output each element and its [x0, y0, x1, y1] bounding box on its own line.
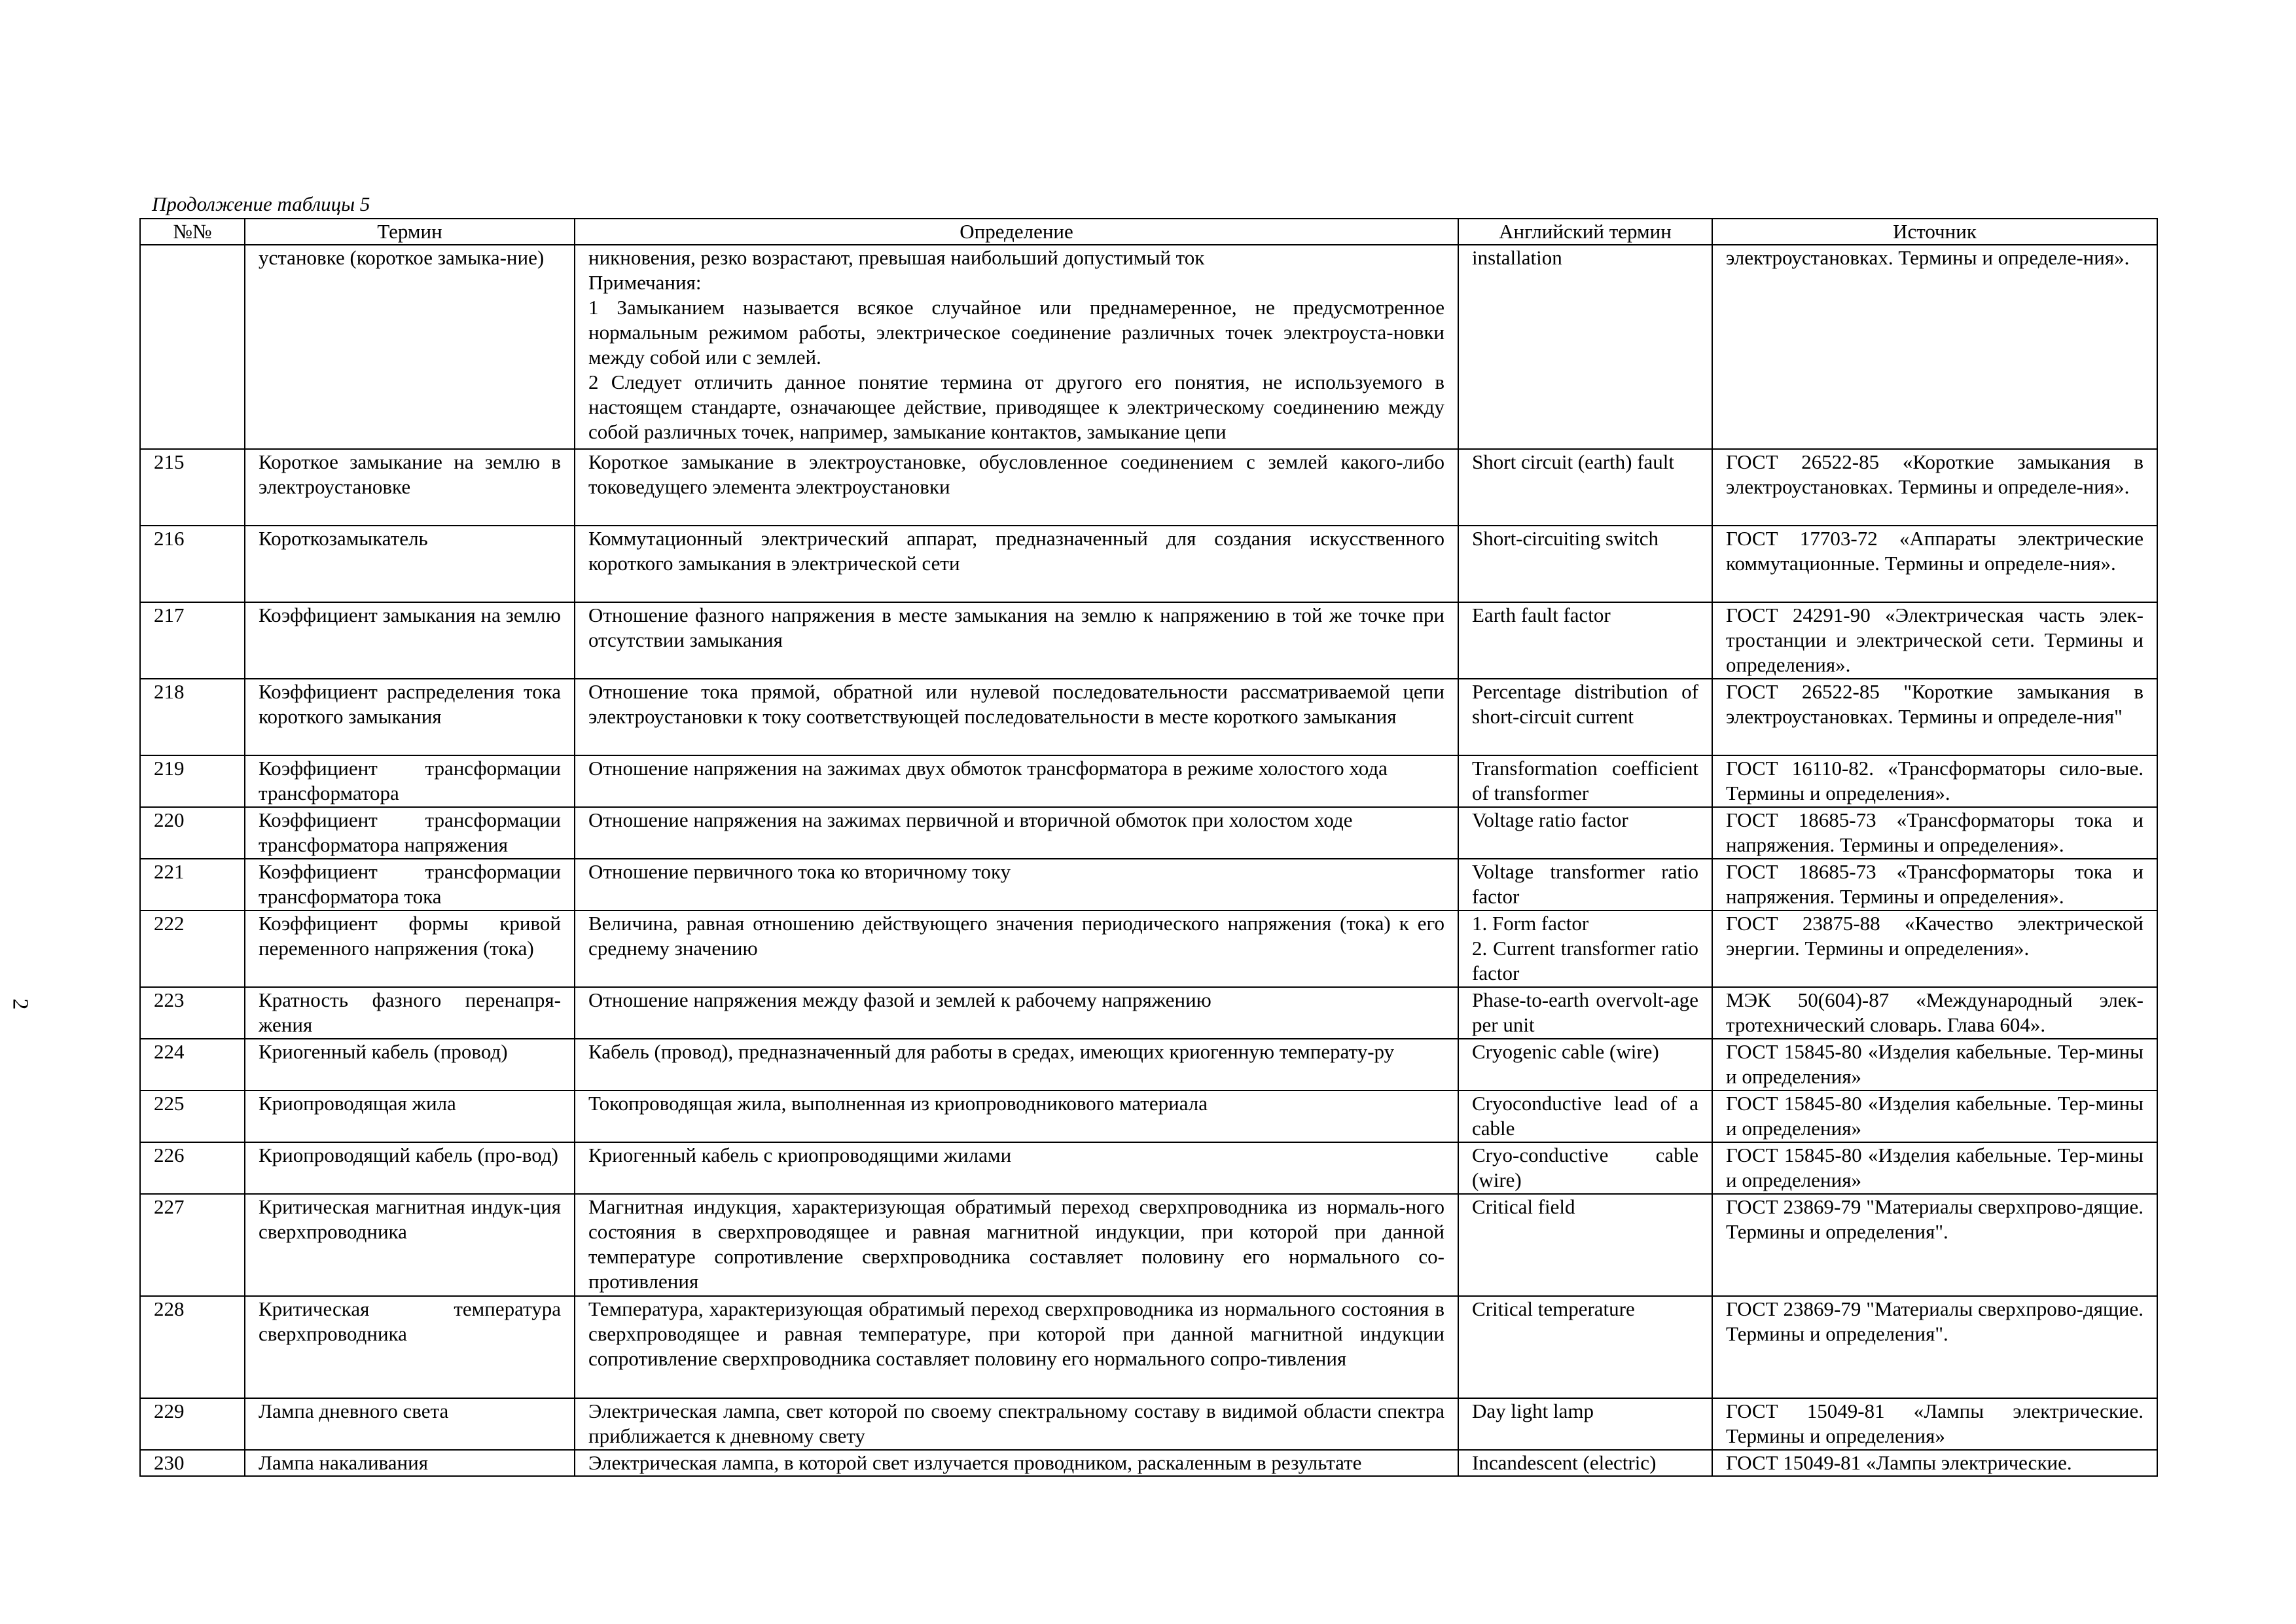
row-number: 223 [140, 987, 245, 1039]
table-row [140, 245, 2157, 449]
table-row [140, 1450, 2157, 1476]
row-term: Криопроводящий кабель (про-вод) [245, 1142, 575, 1194]
row-english-term: Short-circuiting switch [1458, 526, 1712, 602]
definition-line: Магнитная индукция, характеризующая обратимый переход сверхпроводника из нормаль-ного состояния в сверхпроводящее и равная магнитной индукции, при которой при данной температуре сопротивление сверхпроводника составляет половину его нормального со-противления [588, 1195, 1444, 1293]
header-source: Источник [1712, 219, 2157, 245]
row-english-term: Cryoconductive lead of a cable [1458, 1091, 1712, 1142]
row-number: 225 [140, 1091, 245, 1142]
table-row [140, 807, 2157, 859]
row-english-term: Phase-to-earth overvolt-age per unit [1458, 987, 1712, 1039]
row-source: МЭК 50(604)-87 «Международный элек-тротехнический словарь. Глава 604». [1712, 987, 2157, 1039]
row-number: 218 [140, 679, 245, 755]
row-source: ГОСТ 23875-88 «Качество электрической энергии. Термины и определения». [1712, 911, 2157, 987]
row-definition [575, 1194, 1458, 1296]
table-row [140, 679, 2157, 755]
row-number: 219 [140, 755, 245, 807]
row-english-term: Short circuit (earth) fault [1458, 449, 1712, 526]
row-definition [575, 526, 1458, 602]
table-row [140, 526, 2157, 602]
row-definition [575, 602, 1458, 679]
row-term: Критическая температура сверхпроводника [245, 1296, 575, 1398]
row-term: установке (короткое замыка-ние) [245, 245, 575, 449]
row-definition [575, 1296, 1458, 1398]
row-english-term: Earth fault factor [1458, 602, 1712, 679]
definition-line: 2 Следует отличить данное понятие термина от другого его понятия, не используемого в настоящем стандарте, означающее действие, приводящее к электрическому соединению между собой различных точек, например, замыкание контактов, замыкание цепи [588, 370, 1444, 443]
table-row [140, 859, 2157, 911]
definition-line: Отношение первичного тока ко вторичному току [588, 860, 1011, 883]
row-source: ГОСТ 18685-73 «Трансформаторы тока и напряжения. Термины и определения». [1712, 807, 2157, 859]
table-row [140, 1296, 2157, 1398]
row-english-term: Voltage ratio factor [1458, 807, 1712, 859]
row-english-term: Critical field [1458, 1194, 1712, 1296]
definition-line: никновения, резко возрастают, превышая наибольший допустимый ток [588, 246, 1205, 269]
definition-line: Кабель (провод), предназначенный для работы в средах, имеющих криогенную температу-ру [588, 1040, 1395, 1063]
row-term: Криопроводящая жила [245, 1091, 575, 1142]
page-number: 2 [8, 998, 33, 1010]
row-definition [575, 859, 1458, 911]
row-source: ГОСТ 15049-81 «Лампы электрические. [1712, 1450, 2157, 1476]
definition-line: Короткое замыкание в электроустановке, обусловленное соединением с землей какого-либо токоведущего элемента электроустановки [588, 450, 1444, 498]
table-row [140, 755, 2157, 807]
row-number: 226 [140, 1142, 245, 1194]
table-row [140, 1398, 2157, 1450]
row-source: ГОСТ 18685-73 «Трансформаторы тока и напряжения. Термины и определения». [1712, 859, 2157, 911]
row-term: Короткозамыкатель [245, 526, 575, 602]
definition-line: Электрическая лампа, свет которой по своему спектральному составу в видимой области спектра приближается к дневному свету [588, 1399, 1444, 1447]
definition-line: Примечания: [588, 271, 702, 294]
row-english-term: Transformation coefficient of transformer [1458, 755, 1712, 807]
row-definition [575, 1142, 1458, 1194]
definition-line: Отношение напряжения на зажимах первичной и вторичной обмоток при холостом ходе [588, 808, 1353, 831]
definition-line: Отношение напряжения между фазой и землей к рабочему напряжению [588, 988, 1211, 1011]
definition-line: Отношение фазного напряжения в месте замыкания на землю к напряжению в той же точке при отсутствии замыкания [588, 604, 1444, 651]
row-definition [575, 1039, 1458, 1091]
definition-line: Отношение тока прямой, обратной или нулевой последовательности рассматриваемой цепи электроустановки к току соответствующей последовательности в месте короткого замыкания [588, 680, 1444, 728]
row-source: ГОСТ 26522-85 «Короткие замыкания в электроустановках. Термины и определе-ния». [1712, 449, 2157, 526]
row-number: 222 [140, 911, 245, 987]
definition-line: Отношение напряжения на зажимах двух обмоток трансформатора в режиме холостого хода [588, 757, 1388, 780]
definition-line: Коммутационный электрический аппарат, предназначенный для создания искусственного короткого замыкания в электрической сети [588, 527, 1444, 575]
table-row [140, 449, 2157, 526]
table-row [140, 1142, 2157, 1194]
row-term: Коэффициент трансформации трансформатора [245, 755, 575, 807]
row-english-term: Incandescent (electric) [1458, 1450, 1712, 1476]
row-definition [575, 449, 1458, 526]
row-definition [575, 245, 1458, 449]
row-number: 224 [140, 1039, 245, 1091]
row-term: Криогенный кабель (провод) [245, 1039, 575, 1091]
definition-line: Величина, равная отношению действующего значения периодического напряжения (тока) к его среднему значению [588, 912, 1444, 960]
row-term: Короткое замыкание на землю в электроустановке [245, 449, 575, 526]
table-header-row [140, 219, 2157, 245]
row-term: Коэффициент распределения тока короткого замыкания [245, 679, 575, 755]
definition-line: Криогенный кабель с криопроводящими жилами [588, 1144, 1012, 1166]
table-row [140, 1039, 2157, 1091]
row-number: 227 [140, 1194, 245, 1296]
row-english-term: 1. Form factor 2. Current transformer ratio factor [1458, 911, 1712, 987]
header-english-term: Английский термин [1458, 219, 1712, 245]
table-row [140, 911, 2157, 987]
header-definition: Определение [575, 219, 1458, 245]
row-english-term: Cryogenic cable (wire) [1458, 1039, 1712, 1091]
row-english-term: Cryo-conductive cable (wire) [1458, 1142, 1712, 1194]
header-term: Термин [245, 219, 575, 245]
row-number: 230 [140, 1450, 245, 1476]
row-term: Коэффициент формы кривой переменного напряжения (тока) [245, 911, 575, 987]
row-term: Коэффициент трансформации трансформатора тока [245, 859, 575, 911]
row-number: 217 [140, 602, 245, 679]
table-caption: Продолжение таблицы 5 [152, 192, 370, 215]
row-definition [575, 807, 1458, 859]
row-number [140, 245, 245, 449]
row-source: ГОСТ 23869-79 "Материалы сверхпрово-дящие. Термины и определения". [1712, 1194, 2157, 1296]
row-term: Лампа накаливания [245, 1450, 575, 1476]
row-source: ГОСТ 15845-80 «Изделия кабельные. Тер-мины и определения» [1712, 1091, 2157, 1142]
row-source: электроустановках. Термины и определе-ния». [1712, 245, 2157, 449]
row-english-term: installation [1458, 245, 1712, 449]
row-definition [575, 1450, 1458, 1476]
table-row [140, 987, 2157, 1039]
table-body [140, 245, 2157, 1476]
row-source: ГОСТ 17703-72 «Аппараты электрические коммутационные. Термины и определе-ния». [1712, 526, 2157, 602]
row-definition [575, 911, 1458, 987]
table-row [140, 602, 2157, 679]
row-definition [575, 1398, 1458, 1450]
terms-table [139, 218, 2158, 1477]
row-number: 221 [140, 859, 245, 911]
table-row [140, 1194, 2157, 1296]
row-source: ГОСТ 15845-80 «Изделия кабельные. Тер-мины и определения» [1712, 1142, 2157, 1194]
row-number: 229 [140, 1398, 245, 1450]
row-source: ГОСТ 16110-82. «Трансформаторы сило-вые. Термины и определения». [1712, 755, 2157, 807]
row-definition [575, 679, 1458, 755]
definition-line: Температура, характеризующая обратимый переход сверхпроводника из нормального состояния в сверхпроводящее и равная температуре, при которой при данной магнитной индукции сопротивление сверхпроводника составляет половину его нормального сопро-тивления [588, 1297, 1444, 1370]
table-row [140, 1091, 2157, 1142]
row-english-term: Critical temperature [1458, 1296, 1712, 1398]
row-number: 216 [140, 526, 245, 602]
row-english-term: Voltage transformer ratio factor [1458, 859, 1712, 911]
row-term: Лампа дневного света [245, 1398, 575, 1450]
row-number: 215 [140, 449, 245, 526]
row-definition [575, 755, 1458, 807]
row-term: Коэффициент замыкания на землю [245, 602, 575, 679]
definition-line: Электрическая лампа, в которой свет излучается проводником, раскаленным в результате [588, 1451, 1362, 1474]
row-definition [575, 1091, 1458, 1142]
row-english-term: Percentage distribution of short-circuit current [1458, 679, 1712, 755]
row-term: Критическая магнитная индук-ция сверхпроводника [245, 1194, 575, 1296]
definition-line: 1 Замыканием называется всякое случайное или преднамеренное, не предусмотренное нормальным режимом работы, электрическое соединение различных точек электроуста-новки между собой или с землей. [588, 296, 1444, 369]
row-term: Кратность фазного перенапря-жения [245, 987, 575, 1039]
definition-line: Токопроводящая жила, выполненная из криопроводникового материала [588, 1092, 1208, 1115]
row-source: ГОСТ 15845-80 «Изделия кабельные. Тер-мины и определения» [1712, 1039, 2157, 1091]
row-source: ГОСТ 24291-90 «Электрическая часть элек-тростанции и электрической сети. Термины и определения». [1712, 602, 2157, 679]
row-source: ГОСТ 23869-79 "Материалы сверхпрово-дящие. Термины и определения". [1712, 1296, 2157, 1398]
header-number: №№ [140, 219, 245, 245]
row-number: 220 [140, 807, 245, 859]
row-definition [575, 987, 1458, 1039]
row-term: Коэффициент трансформации трансформатора напряжения [245, 807, 575, 859]
row-number: 228 [140, 1296, 245, 1398]
row-english-term: Day light lamp [1458, 1398, 1712, 1450]
row-source: ГОСТ 15049-81 «Лампы электрические. Термины и определения» [1712, 1398, 2157, 1450]
row-source: ГОСТ 26522-85 "Короткие замыкания в электроустановках. Термины и определе-ния" [1712, 679, 2157, 755]
